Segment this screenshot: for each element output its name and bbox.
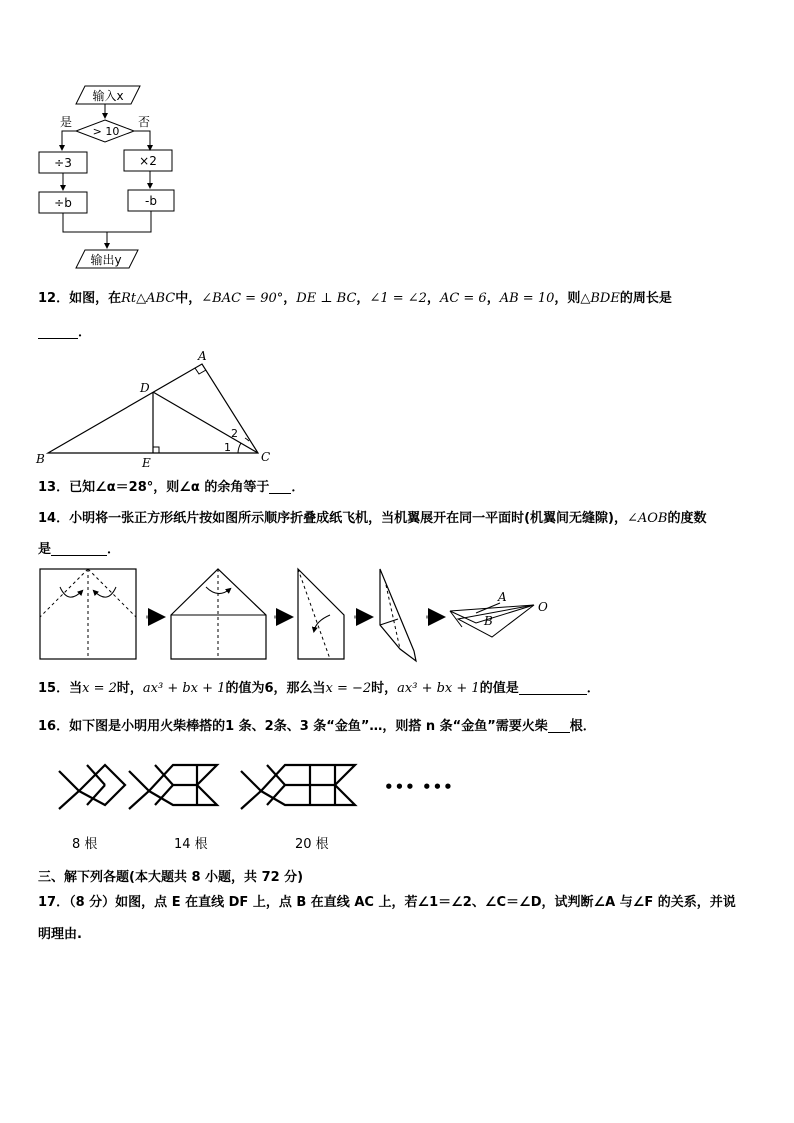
question-12: 12．如图，在Rt△ABC中，∠BAC = 90°，DE ⊥ BC，∠1 = ∠2，AC = 6，AB = 10，则△BDE的周长是 [38, 291, 672, 306]
q12-rt: Rt△ABC [121, 291, 176, 306]
flowchart-left-op1: ÷3 [54, 156, 72, 170]
q15-cond-1: x = 2 [82, 681, 117, 696]
q12-end: ． [78, 325, 92, 340]
q16-fish-1 [59, 765, 125, 809]
q14-label-o: O [538, 600, 548, 614]
q16-end: 根． [569, 719, 596, 734]
q15-end: ． [586, 681, 600, 696]
q12-cond-2: DE ⊥ BC [296, 291, 357, 306]
q12-label-a: A [198, 349, 207, 363]
q12-answer-blank[interactable] [38, 325, 78, 339]
q15-cond-2: x = −2 [325, 681, 372, 696]
q13-number: 13． [38, 480, 70, 495]
q16-label-1: 8 根 [72, 837, 98, 852]
q14-step-3 [298, 569, 344, 659]
q12-triangle: △BDE [580, 291, 620, 306]
q14-line2-text: 是 [38, 542, 52, 557]
q12-label-d: D [140, 381, 150, 395]
q12-cond-1: ∠BAC = 90° [201, 291, 284, 306]
q13-end: ． [291, 480, 305, 495]
q15-answer-blank[interactable] [519, 681, 587, 695]
flowchart-condition-label: > 10 [92, 125, 120, 138]
flowchart-right-op2: -b [145, 194, 157, 208]
q16-fish-2 [129, 765, 217, 809]
q13-answer-blank[interactable] [269, 480, 291, 494]
q14-text-a: 小明将一张正方形纸片按如图所示顺序折叠成纸飞机，当机翼展开在同一平面时(机翼间无缝隙)， [69, 511, 627, 526]
q14-step-5 [450, 590, 548, 637]
flowchart-no-label: 否 [138, 115, 151, 129]
q12-text-a: 如图，在 [69, 291, 122, 306]
q17-number: 17． [38, 895, 70, 910]
q12-text-b: 中， [175, 291, 202, 306]
flowchart-figure [30, 80, 190, 275]
q16-dots: ••• ••• [384, 778, 454, 796]
q14-label-a: A [498, 590, 507, 604]
q17-text: 如图，点 E 在直线 DF 上，点 B 在直线 AC 上，若∠1＝∠2、∠C＝∠D，试判断∠A 与∠F 的关系，并说 [115, 895, 736, 910]
q15-text-e: 的值是 [479, 681, 519, 696]
q14-angle: ∠AOB [626, 511, 668, 526]
q16-label-3: 20 根 [295, 837, 329, 852]
q17-line-2: 明理由. [38, 927, 82, 942]
q14-label-b: B [484, 614, 493, 628]
question-14 [38, 510, 707, 528]
flowchart-right-op1: ×2 [139, 154, 157, 168]
q12-cond-4: AC = 6 [439, 291, 487, 306]
q12-text-c: ，则 [554, 291, 581, 306]
q12-label-2: 2 [231, 427, 238, 440]
q15-text-a: 当 [69, 681, 83, 696]
question-15 [38, 680, 600, 698]
q16-label-2: 14 根 [174, 837, 208, 852]
q15-number: 15． [38, 681, 70, 696]
q16-answer-blank[interactable] [548, 719, 570, 733]
q14-answer-blank[interactable] [51, 542, 107, 556]
question-13 [38, 479, 304, 497]
q12-label-c: C [261, 450, 271, 464]
q13-text: 已知∠α＝28°，则∠α 的余角等于 [69, 480, 270, 495]
q15-text-b: 时， [116, 681, 143, 696]
q14-number: 14． [38, 511, 70, 526]
q12-cond-3: ∠1 = ∠2 [369, 291, 427, 306]
q14-step-2 [171, 569, 266, 659]
q14-end: ． [107, 542, 121, 557]
q17-score: （8 分） [69, 895, 116, 910]
q14-text-b: 的度数 [667, 511, 707, 526]
q14-line-2 [38, 541, 120, 559]
q15-expr-1: ax³ + bx + 1 [142, 681, 226, 696]
question-16 [38, 718, 596, 736]
q14-paper-plane-figure [38, 565, 558, 665]
q12-text-d: 的周长是 [619, 291, 672, 306]
q16-text: 如下图是小明用火柴棒搭的1 条、2条、3 条“金鱼”…，则搭 n 条“金鱼”需要火柴 [69, 719, 548, 734]
q15-expr-2: ax³ + bx + 1 [397, 681, 480, 696]
flowchart-input-label: 输入x [92, 89, 124, 103]
flowchart-output-label: 输出y [90, 253, 122, 267]
q12-label-b: B [36, 452, 45, 466]
q16-number: 16． [38, 719, 70, 734]
q12-cond-5: AB = 10 [499, 291, 555, 306]
section-3-title: 三、解下列各题(本大题共 8 小题，共 72 分) [38, 870, 304, 885]
q15-text-c: 的值为6，那么当 [225, 681, 326, 696]
flowchart-left-op2: ÷b [54, 196, 72, 210]
q12-triangle-figure [30, 345, 280, 470]
q16-fish-3 [241, 765, 355, 809]
q12-answer-line [38, 324, 91, 342]
question-17 [38, 894, 736, 912]
q15-text-d: 时， [371, 681, 398, 696]
q14-step-4 [380, 569, 416, 661]
q12-label-1: 1 [224, 441, 231, 454]
q12-number: 12． [38, 291, 70, 306]
q12-label-e: E [142, 456, 151, 470]
q14-step-1 [40, 569, 136, 659]
flowchart-yes-label: 是 [60, 115, 73, 129]
